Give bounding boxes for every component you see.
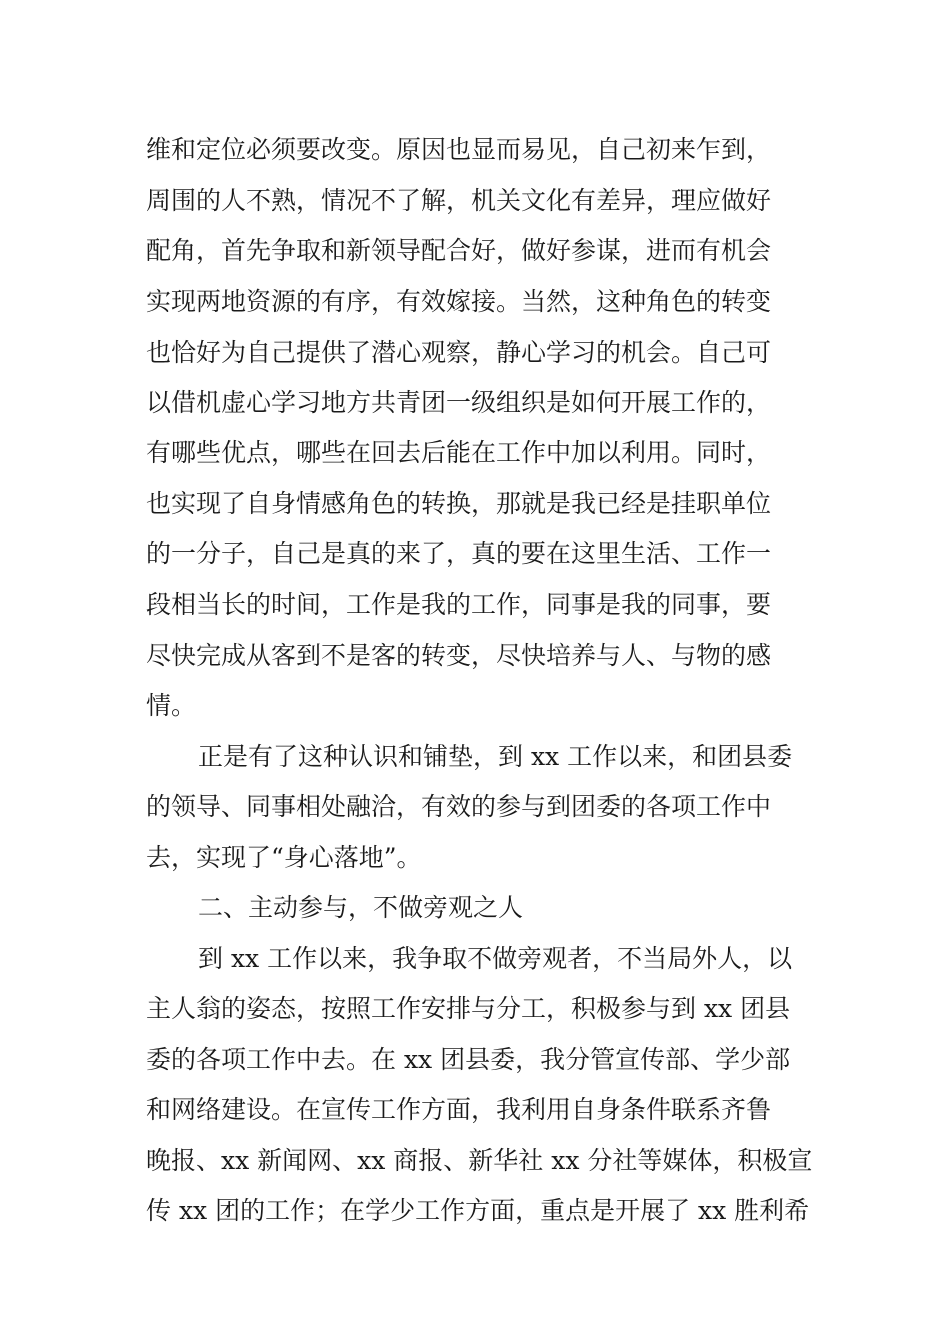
section-heading: 二、主动参与，不做旁观之人 <box>198 893 524 922</box>
text-line: 去，实现了“身心落地”。 <box>146 843 422 872</box>
text-line: 传 xx 团的工作；在学少工作方面，重点是开展了 xx 胜利希 <box>146 1196 810 1225</box>
text-line: 以借机虚心学习地方共青团一级组织是如何开展工作的， <box>146 388 772 417</box>
text-line: 主人翁的姿态，按照工作安排与分工，积极参与到 xx 团县 <box>146 994 791 1023</box>
text-line: 配角，首先争取和新领导配合好，做好参谋，进而有机会 <box>146 236 772 265</box>
text-line: 委的各项工作中去。在 xx 团县委，我分管宣传部、学少部 <box>146 1045 791 1074</box>
text-line: 正是有了这种认识和铺垫，到 xx 工作以来，和团县委 <box>198 742 793 771</box>
text-line: 的领导、同事相处融洽，有效的参与到团委的各项工作中 <box>146 792 772 821</box>
text-line: 和网络建设。在宣传工作方面，我利用自身条件联系齐鲁 <box>146 1095 772 1124</box>
text-line: 也实现了自身情感角色的转换，那就是我已经是挂职单位 <box>146 489 772 518</box>
text-line: 维和定位必须要改变。原因也显而易见，自己初来乍到， <box>146 135 772 164</box>
text-line: 晚报、xx 新闻网、xx 商报、新华社 xx 分社等媒体，积极宣 <box>146 1146 813 1175</box>
text-line: 也恰好为自己提供了潜心观察，静心学习的机会。自己可 <box>146 338 772 367</box>
text-line: 周围的人不熟，情况不了解，机关文化有差异，理应做好 <box>146 186 772 215</box>
text-line: 的一分子，自己是真的来了，真的要在这里生活、工作一 <box>146 539 772 568</box>
text-line: 到 xx 工作以来，我争取不做旁观者，不当局外人，以 <box>198 944 793 973</box>
text-line: 有哪些优点，哪些在回去后能在工作中加以利用。同时， <box>146 438 772 467</box>
text-line: 段相当长的时间，工作是我的工作，同事是我的同事，要 <box>146 590 772 619</box>
text-line: 实现两地资源的有序，有效嫁接。当然，这种角色的转变 <box>146 287 772 316</box>
text-line: 尽快完成从客到不是客的转变，尽快培养与人、与物的感 <box>146 641 772 670</box>
text-line: 情。 <box>146 691 197 720</box>
